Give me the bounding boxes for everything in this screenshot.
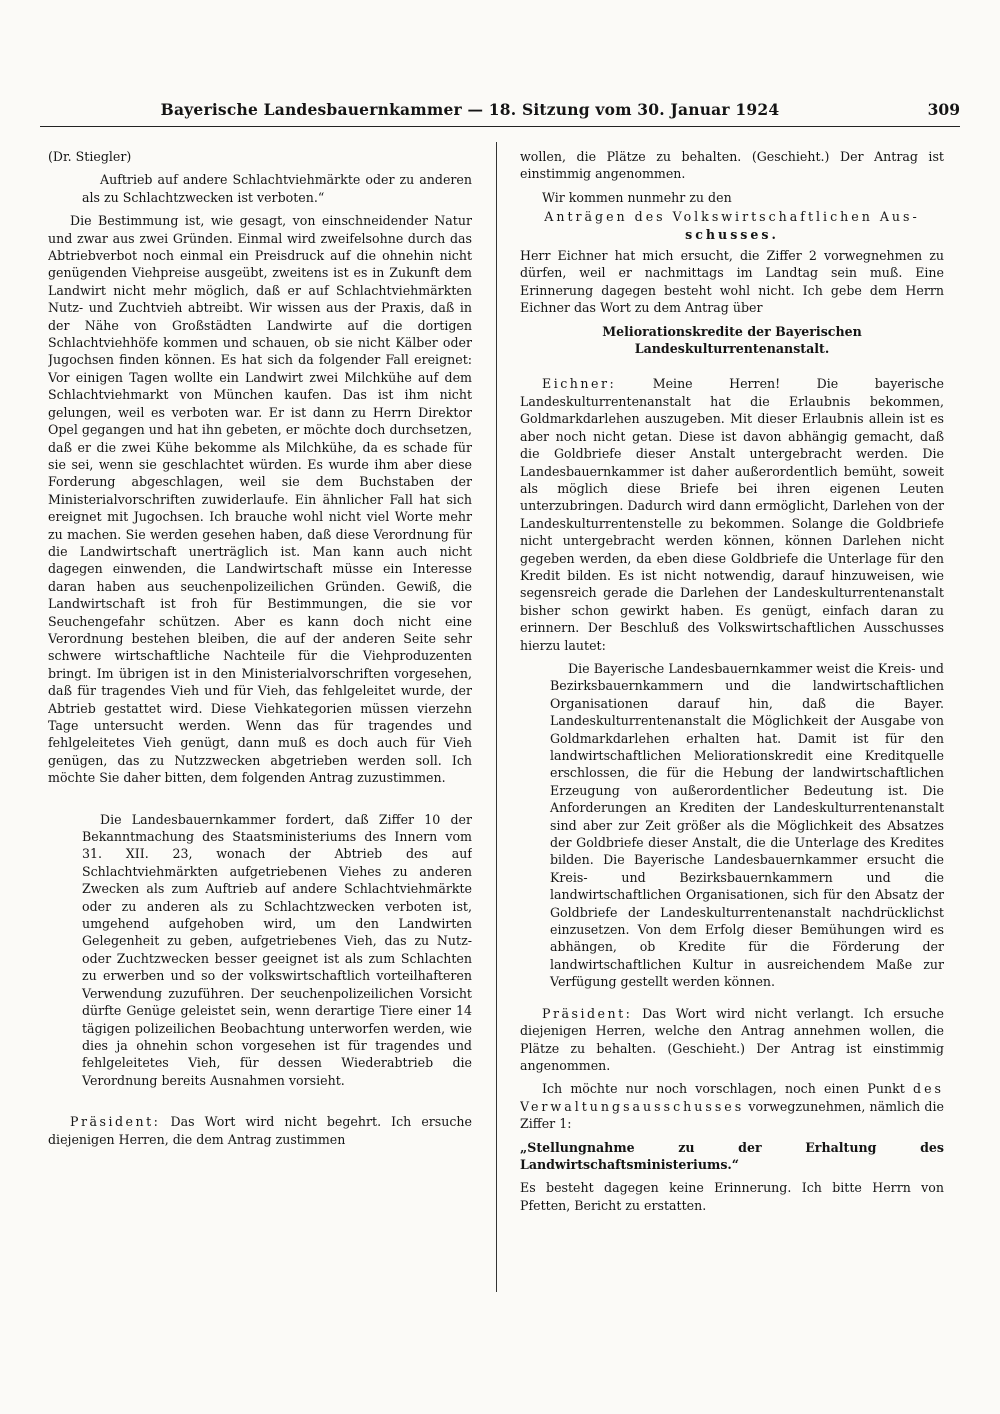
page-number: 309 — [927, 100, 960, 119]
committee-resolution: Die Bayerische Landesbauernkammer weist die Kreis- und Bezirksbauernkammern und die landwirtschaftlichen Organisationen darauf hin, daß die Bayer. Landeskulturrentenanstalt die Möglichkeit der Ausgabe von Goldmarkdarlehen erhalten hat. Damit ist für den landwirtschaftlichen Meliorationskredit eine Kreditquelle erschlossen, die für die Hebung der landwirtschaftlichen Erzeugung von außerordentlicher Bedeutung ist. Die Anforderungen an Krediten der Landeskulturrentenanstalt sind aber zur Zeit größer als die Möglichkeit des Absatzes der Goldbriefe dieser Anstalt, die die Unterlage des Kredites bilden. Die Bayerische Landesbauernkammer ersucht die Kreis- und Bezirksbauernkammern und die landwirtschaftlichen Organisationen, sich für den Absatz der Goldbriefe der Landeskulturrentenanstalt nachdrücklichst einzusetzen. Von dem Erfolg dieser Bemühungen wird es abhängen, ob Kredite für die Förderung der landwirtschaftlichen Kultur in ausreichendem Maße zur Verfügung gestellt werden können. — [550, 660, 944, 990]
page-header — [40, 100, 960, 127]
right-column — [520, 148, 944, 1310]
speaker-label: Eichner: — [542, 376, 617, 392]
agenda-item-title: „Stellungnahme zu der Erhaltung des Landwirtschaftsministeriums.“ — [520, 1139, 944, 1172]
speaker-text: Das Wort wird nicht begehrt. Ich ersuche diejenigen Herren, die dem Antrag zustimmen — [48, 1114, 472, 1147]
transition-text: Wir kommen nunmehr zu den — [542, 189, 732, 205]
motion-text: Die Landesbauernkammer fordert, daß Ziffer 10 der Bekanntmachung des Staatsministeriums des Innern vom 31. XII. 23, wonach der Abtrieb des auf Schlachtviehmärkten aufgetriebenen Viehes zu anderen Zwecken als zum Auftrieb auf andere Schlachtviehmärkte oder zu anderen als zu Schlachtzwecken verboten ist, umgehend aufgehoben wird, um den Landwirten Gelegenheit zu geben, aufgetriebenes Vieh, das zu Nutz- oder Zuchtzwecken besser geeignet ist als zum Schlachten zu erwerben und so der volkswirtschaftlich vorteilhafteren Verwendung zuzuführen. Der seuchenpolizeilichen Vorsicht dürfte Genüge geleistet sein, wenn derartige Tiere einer 14 tägigen polizeilichen Beobachtung unterworfen werden, wie dies ja ohnehin schon vorgesehen ist für tragendes und fehlgeleitetes Vieh, für dessen Wiederabtrieb die Verordnung bereits Ausnahmen vorsieht. — [82, 811, 472, 1088]
proposal-text: Ich möchte nur noch vorschlagen, noch einen Punkt — [542, 1081, 905, 1097]
agenda-heading: Anträgen des Volkswirtschaftlichen Aus- — [544, 209, 920, 225]
speaker-text: Meine Herren! Die bayerische Landeskulturrentenanstalt hat die Erlaubnis bekommen, Goldmarkdarlehen auszugeben. Mit dieser Erlaubnis allein ist es aber noch nicht getan. Diese ist davon abhängig gemacht, daß die Goldbriefe dieser Anstalt untergebracht werden. Die Landesbauernkammer ist daher außerordentlich bemüht, soweit als möglich diese Briefe bei ihren eigenen Leuten unterzubringen. Dadurch wird dann ermöglicht, Darlehen von der Landeskulturrentenstelle zu bekommen. Solange die Goldbriefe nicht untergebracht werden können, können Darlehen nicht gegeben werden, da eben diese Goldbriefe die Unterlage für den Kredit bilden. Es ist nicht notwendig, darauf hinzuweisen, wie segensreich gerade die Darlehen der Landeskulturrentenanstalt bisher schon gewirkt haben. Es genügt, einfach daran zu erinnern. Der Beschluß des Volkswirtschaftlichen Ausschusses hierzu lautet: — [520, 376, 944, 653]
closing-text: Es besteht dagegen keine Erinnerung. Ich bitte Herrn von Pfetten, Bericht zu erstatten. — [520, 1180, 944, 1213]
continuation-text: wollen, die Plätze zu behalten. (Geschieht.) Der Antrag ist einstimmig angenommen. — [520, 149, 944, 182]
proposal-text-continued: vorwegzunehmen, nämlich die Ziffer 1: — [520, 1098, 944, 1132]
agenda-item-title: Meliorationskredite der Bayerischen Landeskulturrentenanstalt. — [602, 323, 862, 357]
committee-name: des Verwaltungsausschusses — [520, 1081, 944, 1114]
speaker-label: Präsident: — [542, 1005, 633, 1021]
header-title: Bayerische Landesbauernkammer — 18. Sitzung vom 30. Januar 1924 — [160, 100, 780, 119]
chair-proposal — [520, 1080, 944, 1132]
quoted-regulation: Auftrieb auf andere Schlachtviehmärkte oder zu anderen als zu Schlachtzwecken ist verboten.“ — [82, 172, 472, 205]
eichner-speech — [520, 375, 944, 654]
chair-announcement: Herr Eichner hat mich ersucht, die Ziffer 2 vorwegnehmen zu dürfen, weil er nachmittags im Landtag sein muß. Eine Erinnerung dagegen besteht wohl nicht. Ich gebe dem Herrn Eichner das Wort zu dem Antrag über — [520, 248, 944, 316]
speech-paragraph: Die Bestimmung ist, wie gesagt, von einschneidender Natur und zwar aus zwei Gründen. Einmal wird zweifelsohne durch das Abtriebverbot noch einmal ein Preisdruck auf die ohnehin nicht genügenden Viehpreise ausgeübt, zweitens ist es in Zukunft dem Landwirt nicht mehr möglich, daß er auf Schlachtviehmärkten Nutz- und Zuchtvieh abtreibt. Wir wissen aus der Praxis, daß in der Nähe von Großstädten Landwirte auf die dortigen Schlachtviehhöfe kommen und schauen, ob sie nicht Kälber oder Jugochsen finden können. Es hat sich da folgender Fall ereignet: Vor einigen Tagen wollte ein Landwirt zwei Milchkühe auf dem Schlachtviehmarkt von München kaufen. Das ist ihm nicht gelungen, weil es verboten war. Er ist dann zu Herrn Direktor Opel gegangen und hat ihn gebeten, er möchte doch durchsetzen, daß er die zwei Kühe bekomme als Milchkühe, da es schade für sie sei, wenn sie geschlachtet würden. Es wurde ihm aber diese Forderung abgeschlagen, weil sie dem Buchstaben der Ministerialvorschriften zuwiderlaufe. Ein ähnlicher Fall hat sich ereignet mit Jugochsen. Ich brauche wohl nicht viel Worte mehr zu machen. Sie werden gesehen haben, daß diese Verordnung für die Landwirtschaft unerträglich ist. Man kann auch nicht dagegen einwenden, die Landwirtschaft müsse ein Interesse daran haben aus seuchenpolizeilichen Gründen. Gewiß, die Landwirtschaft ist froh für Bestimmungen, die sie vor Seuchengefahr schützen. Aber es kann doch nicht eine Verordnung bestehen bleiben, die auf der anderen Seite sehr schwere wirtschaftliche Nachteile für die Viehproduzenten bringt. Im übrigen ist in den Ministerialvorschriften vorgesehen, daß für tragendes Vieh und für Vieh, das fehlgeleitet wurde, der Abtrieb gestattet wird. Diese Viehkategorien müssen vierzehn Tage untersucht werden. Wenn das für tragendes und fehlgeleitetes Vieh genügt, dann muß es doch auch für Vieh genügen, das zu Nutzzwecken abgetrieben werden soll. Ich möchte Sie daher bitten, dem folgenden Antrag zuzustimmen. — [48, 213, 472, 786]
speaker-label: Präsident: — [70, 1114, 161, 1130]
agenda-heading-continued: schusses. — [685, 226, 779, 242]
president-remark — [520, 1005, 944, 1075]
president-remark — [48, 1113, 472, 1148]
column-divider — [496, 142, 497, 1292]
speaker-text: Das Wort wird nicht verlangt. Ich ersuche diejenigen Herren, welche den Antrag annehmen wollen, die Plätze zu behalten. (Geschieht.) Der Antrag ist einstimmig angenommen. — [520, 1005, 944, 1073]
speaker-tag: (Dr. Stiegler) — [48, 149, 132, 164]
left-column — [48, 148, 472, 1310]
